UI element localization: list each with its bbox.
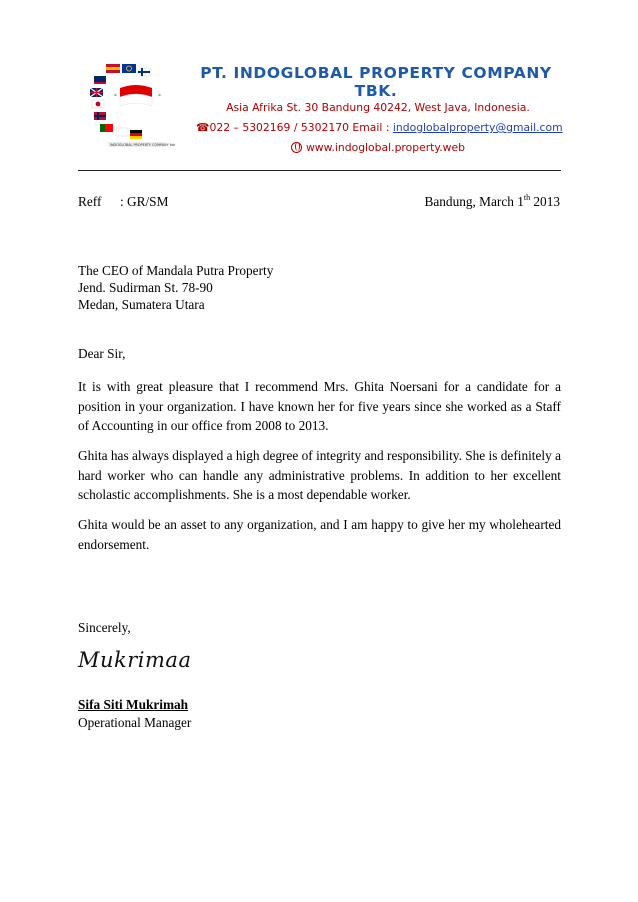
letter-date: Bandung, March 1th 2013 <box>424 193 560 209</box>
closing: Sincerely, <box>78 620 131 635</box>
phone-icon: ☎ <box>196 121 210 134</box>
recipient-line: The CEO of Mandala Putra Property <box>78 263 274 278</box>
company-address: Asia Afrika St. 30 Bandung 40242, West Java, Indonesia. <box>226 101 530 114</box>
reference-value: : GR/SM <box>120 194 169 209</box>
company-name: PT. INDOGLOBAL PROPERTY COMPANY TBK. <box>200 64 552 100</box>
svg-text:*: * <box>158 93 161 100</box>
signature: Mukrimaa <box>78 648 192 672</box>
company-contact <box>196 121 563 134</box>
company-website <box>200 141 556 154</box>
salutation: Dear Sir, <box>78 346 126 361</box>
body-paragraph: It is with great pleasure that I recommend Mrs. Ghita Noersani for a candidate for a position in your organization. I have known her for five years since she worked as a Staff of Accounting in our office from 2008 to 2013. <box>78 379 561 433</box>
phone-and-email-label: 022 – 5302169 / 5302170 Email : <box>209 121 393 134</box>
signer-title: Operational Manager <box>78 715 192 730</box>
body-paragraph: Ghita has always displayed a high degree of integrity and responsibility. She is definitely a hard worker who can handle any administrative problems. In addition to her excellent scholastic accomplishments. She is a most dependable worker. <box>78 448 561 502</box>
flag-eu <box>122 64 136 73</box>
email-link[interactable]: indoglobalproperty@gmail.com <box>392 121 563 134</box>
svg-text:*: * <box>114 93 117 100</box>
flag-germany <box>130 130 142 133</box>
website-link[interactable]: www.indoglobal.property.web <box>305 141 466 154</box>
recipient-line: Medan, Sumatera Utara <box>78 297 205 312</box>
signer-name: Sifa Siti Mukrimah <box>78 697 189 712</box>
logo-caption: INDOGLOBAL PROPERTY COMPANY tbk <box>110 143 176 147</box>
reference-line <box>78 193 168 210</box>
recipient-line: Jend. Sudirman St. 78-90 <box>78 280 213 295</box>
header-divider <box>78 170 561 171</box>
body-paragraph: Ghita would be an asset to any organization, and I am happy to give her my wholehearted endorsement. <box>78 517 561 552</box>
globe-icon <box>291 142 302 153</box>
flags-logo <box>86 58 186 158</box>
reference-label: Reff <box>78 194 102 209</box>
recipient-block <box>78 262 273 313</box>
